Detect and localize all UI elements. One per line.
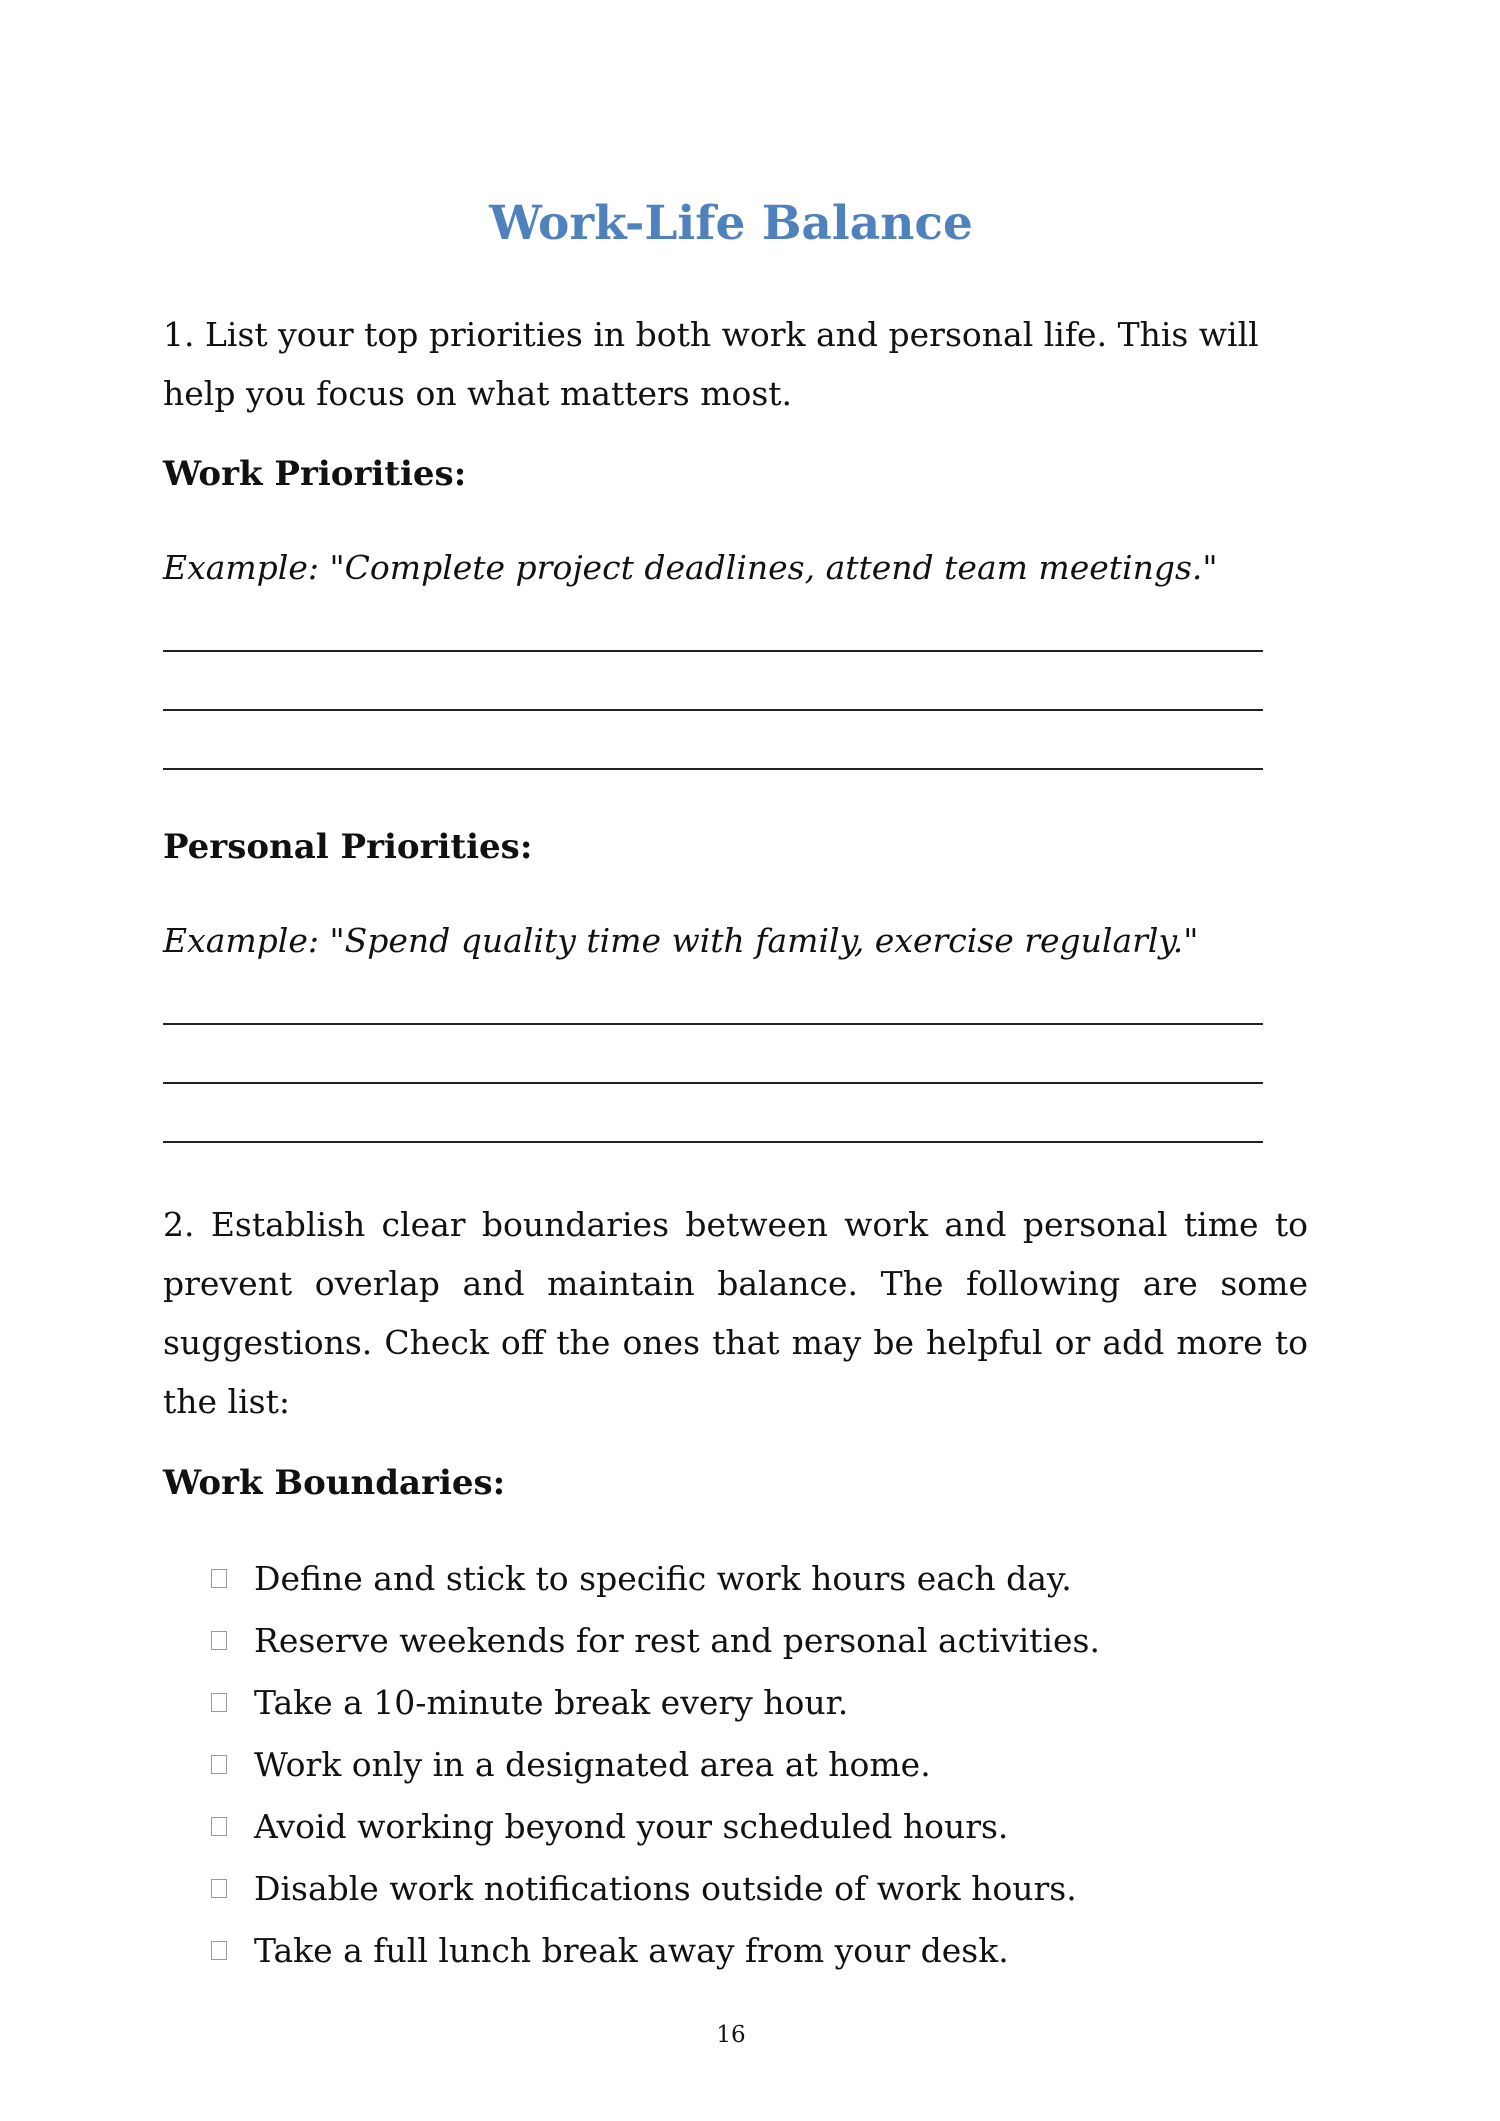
checklist-item-label: Define and stick to specific work hours each day. (254, 1558, 1072, 1598)
checkbox[interactable] (211, 1817, 227, 1836)
checklist-item (163, 1857, 1308, 1919)
write-line[interactable] (163, 1023, 1263, 1025)
intro-paragraph: 1. List your top priorities in both work and personal life. This will help you focus on what matters most. (163, 315, 1259, 413)
checklist-item-label: Disable work notifications outside of work hours. (254, 1868, 1077, 1908)
checklist-item-label: Take a 10-minute break every hour. (254, 1682, 849, 1722)
write-line[interactable] (163, 709, 1263, 711)
page-number: 16 (716, 2022, 746, 2048)
checklist-item (163, 1919, 1308, 1981)
work-boundaries-heading: Work Boundaries: (163, 1463, 506, 1503)
page-title: Work-Life Balance (489, 196, 973, 251)
boundaries-intro-paragraph: 2. Establish clear boundaries between work and personal time to prevent overlap and maintain balance. The following are some suggestions. Check off the ones that may be helpful or add more to the list: (163, 1205, 1308, 1421)
work-priorities-heading: Work Priorities: (163, 454, 467, 494)
work-priorities-write-lines (163, 650, 1263, 770)
write-line[interactable] (163, 1141, 1263, 1143)
checklist-item-label: Avoid working beyond your scheduled hours. (254, 1806, 1009, 1846)
checklist-item-label: Reserve weekends for rest and personal activities. (254, 1620, 1100, 1660)
checkbox[interactable] (211, 1693, 227, 1712)
personal-priorities-write-lines (163, 1023, 1263, 1143)
checklist-item (163, 1609, 1308, 1671)
write-line[interactable] (163, 650, 1263, 652)
checklist-item (163, 1795, 1308, 1857)
page-content (163, 305, 1308, 1981)
checklist-item (163, 1733, 1308, 1795)
checkbox[interactable] (211, 1631, 227, 1650)
checklist-item (163, 1547, 1308, 1609)
write-line[interactable] (163, 768, 1263, 770)
work-priorities-example: Example: "Complete project deadlines, attend team meetings." (163, 548, 1218, 587)
checkbox[interactable] (211, 1755, 227, 1774)
personal-priorities-heading: Personal Priorities: (163, 827, 533, 867)
personal-priorities-example: Example: "Spend quality time with family, exercise regularly." (163, 921, 1199, 960)
checkbox[interactable] (211, 1569, 227, 1588)
checklist-item (163, 1671, 1308, 1733)
checkbox[interactable] (211, 1941, 227, 1960)
checklist-item-label: Take a full lunch break away from your desk. (254, 1930, 1009, 1970)
write-line[interactable] (163, 1082, 1263, 1084)
checklist-item-label: Work only in a designated area at home. (254, 1744, 931, 1784)
work-boundaries-checklist (163, 1547, 1308, 1981)
checkbox[interactable] (211, 1879, 227, 1898)
